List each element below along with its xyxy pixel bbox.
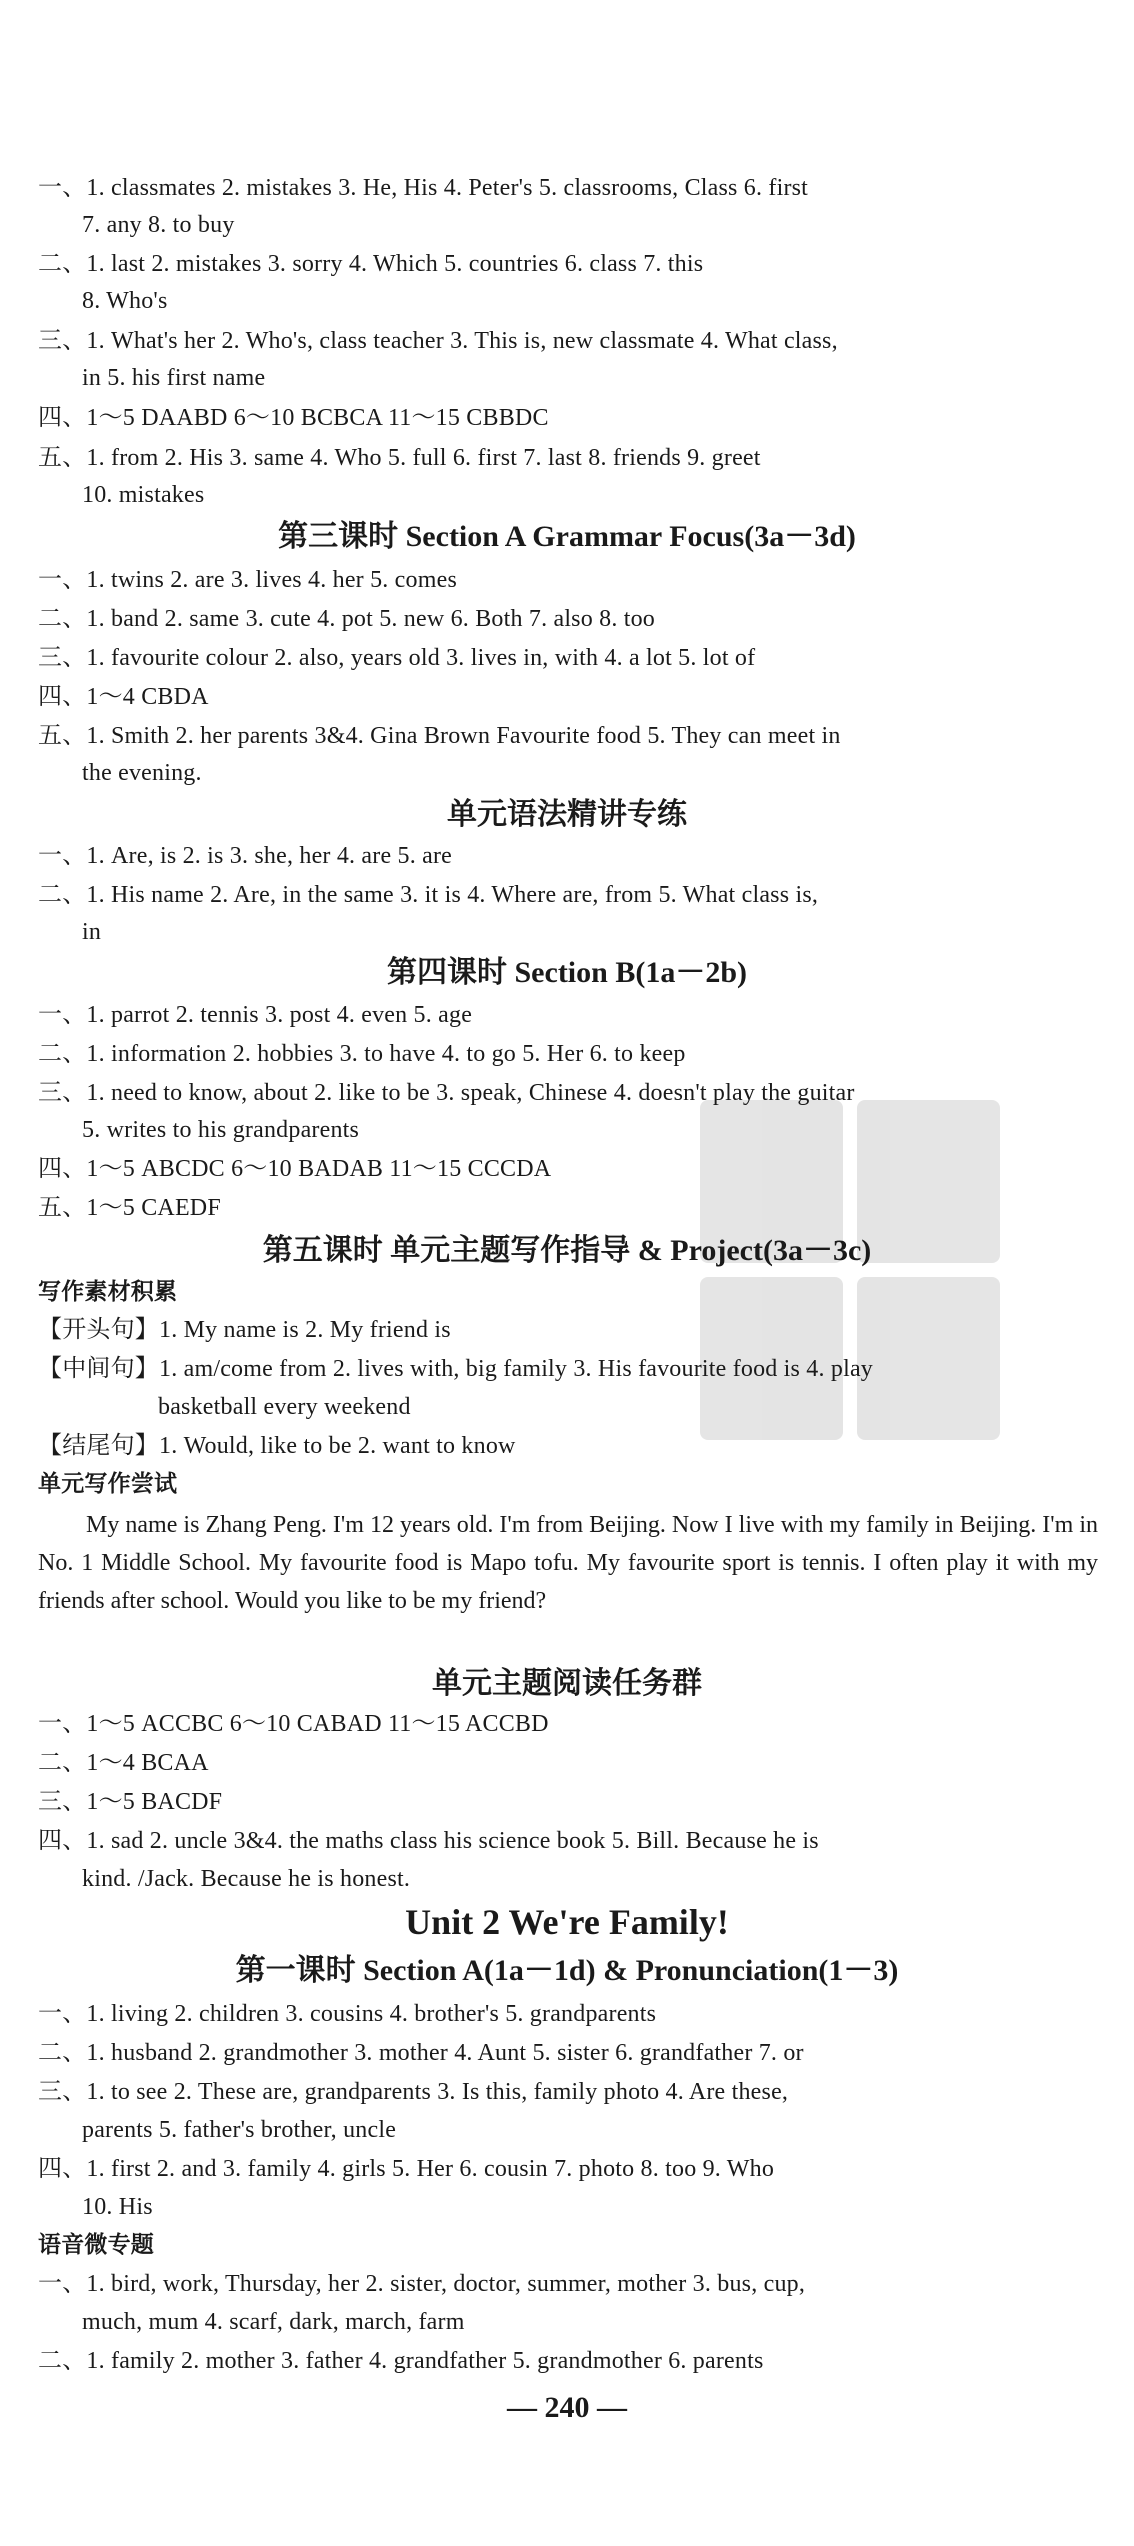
- answer-line: kind. /Jack. Because he is honest.: [82, 1866, 411, 1892]
- unit-heading: Unit 2 We're Family!: [405, 1902, 729, 1942]
- subsection-title: 语音微专题: [38, 2232, 154, 2258]
- answer-line: 三、1～5 BACDF: [38, 1789, 223, 1815]
- answer-line: 五、1～5 CAEDF: [38, 1195, 221, 1221]
- section-heading: 第五课时 单元主题写作指导 & Project(3a－3c): [262, 1234, 872, 1267]
- section-heading: 第四课时 Section B(1a－2b): [387, 956, 747, 989]
- answer-line: the evening.: [82, 760, 202, 786]
- answer-line: much, mum 4. scarf, dark, march, farm: [82, 2309, 465, 2335]
- subsection-title: 单元写作尝试: [38, 1471, 178, 1497]
- answer-line: 一、1. Are, is 2. is 3. she, her 4. are 5. are: [38, 843, 453, 869]
- answer-line: 四、1～4 CBDA: [38, 684, 209, 710]
- answer-line: 一、1. parrot 2. tennis 3. post 4. even 5. age: [38, 1002, 473, 1028]
- answer-line: 一、1. twins 2. are 3. lives 4. her 5. comes: [38, 567, 457, 593]
- answer-line: 五、1. from 2. His 3. same 4. Who 5. full 6. first 7. last 8. friends 9. greet: [38, 445, 761, 471]
- answer-line: in 5. his first name: [82, 365, 266, 391]
- answer-line: 一、1. bird, work, Thursday, her 2. sister, doctor, summer, mother 3. bus, cup,: [38, 2271, 806, 2297]
- answer-line: 二、1. last 2. mistakes 3. sorry 4. Which 5. countries 6. class 7. this: [38, 251, 704, 277]
- answer-line: in: [82, 919, 102, 945]
- answer-line: basketball every weekend: [158, 1394, 411, 1420]
- answer-line: 三、1. What's her 2. Who's, class teacher 3. This is, new classmate 4. What class,: [38, 328, 838, 354]
- answer-line: 10. His: [82, 2194, 153, 2220]
- answer-line: 一、1. classmates 2. mistakes 3. He, His 4. Peter's 5. classrooms, Class 6. first: [38, 175, 809, 201]
- answer-line: 四、1～5 DAABD 6～10 BCBCA 11～15 CBBDC: [38, 405, 549, 431]
- answer-line: 7. any 8. to buy: [82, 212, 235, 238]
- answer-line: 二、1. information 2. hobbies 3. to have 4. to go 5. Her 6. to keep: [38, 1041, 686, 1067]
- section-heading: 第一课时 Section A(1a－1d) & Pronunciation(1－3): [235, 1954, 899, 1987]
- answer-line: 四、1. sad 2. uncle 3&4. the maths class his science book 5. Bill. Because he is: [38, 1828, 819, 1854]
- answer-line: 三、1. need to know, about 2. like to be 3. speak, Chinese 4. doesn't play the guitar: [38, 1080, 855, 1106]
- section-heading: 单元语法精讲专练: [447, 798, 687, 831]
- answer-line: 二、1～4 BCAA: [38, 1750, 209, 1776]
- answer-line: 二、1. husband 2. grandmother 3. mother 4. Aunt 5. sister 6. grandfather 7. or: [38, 2040, 804, 2066]
- answer-line: 二、1. family 2. mother 3. father 4. grandfather 5. grandmother 6. parents: [38, 2348, 764, 2374]
- answer-line: 三、1. favourite colour 2. also, years old 3. lives in, with 4. a lot 5. lot of: [38, 645, 756, 671]
- subsection-title: 写作素材积累: [38, 1279, 178, 1305]
- answer-line: 一、1. living 2. children 3. cousins 4. brother's 5. grandparents: [38, 2001, 657, 2027]
- section-heading: 第三课时 Section A Grammar Focus(3a－3d): [278, 520, 856, 553]
- answer-line: 一、1～5 ACCBC 6～10 CABAD 11～15 ACCBD: [38, 1711, 549, 1737]
- answer-line: 【结尾句】1. Would, like to be 2. want to know: [38, 1433, 516, 1459]
- writing-sample-paragraph: [38, 1506, 1098, 1620]
- answer-line: 8. Who's: [82, 288, 168, 314]
- writing-sample-text: My name is Zhang Peng. I'm 12 years old. I'm from Beijing. Now I live with my family in Beijing. I'm in No. 1 Middle School. My favourite food is Mapo tofu. My favourite sport is tennis. I often play it with my friends after school. Would you like to be my friend?: [38, 1512, 1098, 1614]
- section-heading: 单元主题阅读任务群: [432, 1667, 702, 1700]
- answer-line: 二、1. His name 2. Are, in the same 3. it is 4. Where are, from 5. What class is,: [38, 882, 819, 908]
- answer-line: 五、1. Smith 2. her parents 3&4. Gina Brown Favourite food 5. They can meet in: [38, 723, 841, 749]
- answer-line: parents 5. father's brother, uncle: [82, 2117, 397, 2143]
- answer-line: 【中间句】1. am/come from 2. lives with, big family 3. His favourite food is 4. play: [38, 1356, 874, 1382]
- answer-line: 三、1. to see 2. These are, grandparents 3. Is this, family photo 4. Are these,: [38, 2079, 789, 2105]
- answer-line: 【开头句】1. My name is 2. My friend is: [38, 1317, 451, 1343]
- answer-line: 10. mistakes: [82, 482, 205, 508]
- answer-line: 四、1～5 ABCDC 6～10 BADAB 11～15 CCCDA: [38, 1156, 552, 1182]
- answer-line: 5. writes to his grandparents: [82, 1117, 360, 1143]
- answer-line: 四、1. first 2. and 3. family 4. girls 5. Her 6. cousin 7. photo 8. too 9. Who: [38, 2156, 775, 2182]
- answer-line: 二、1. band 2. same 3. cute 4. pot 5. new 6. Both 7. also 8. too: [38, 606, 655, 632]
- page-number: — 240 —: [507, 2391, 627, 2424]
